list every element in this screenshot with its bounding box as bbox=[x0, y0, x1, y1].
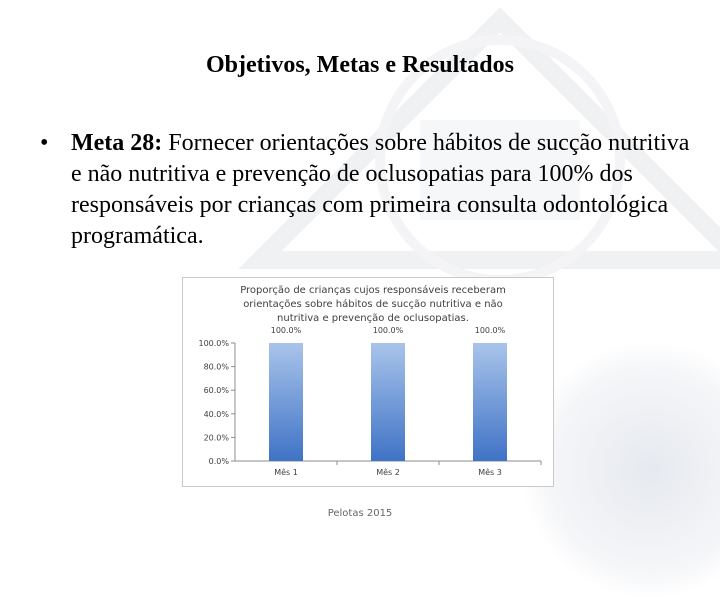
goal-bullet bbox=[40, 128, 700, 252]
y-tick-label: 40.0% bbox=[203, 409, 229, 419]
chart-title: Proporção de crianças cujos responsáveis receberam orientações sobre hábitos de sucção nutritiva e não nutritiva e prevenção de oclusopatias. bbox=[240, 285, 506, 324]
y-tick-label: 100.0% bbox=[198, 339, 229, 348]
x-tick-label: Mês 1 bbox=[274, 468, 298, 477]
data-label: 100.0% bbox=[474, 326, 506, 335]
y-tick-label: 20.0% bbox=[203, 433, 229, 443]
data-label: 100.0% bbox=[270, 326, 302, 335]
bullet-marker: • bbox=[40, 130, 49, 156]
goal-description: Fornecer orientações sobre hábitos de sucção nutritiva e não nutritiva e prevenção de oclusopatias para 100% dos responsáveis por crianças com primeira consulta odontológica programática. bbox=[71, 130, 690, 249]
x-tick-label: Mês 3 bbox=[478, 468, 502, 477]
y-tick-label: 80.0% bbox=[203, 362, 229, 372]
bar-3 bbox=[473, 343, 507, 461]
bullet-text bbox=[71, 128, 700, 252]
footer-text: Pelotas 2015 bbox=[327, 508, 393, 519]
bar-chart bbox=[182, 277, 554, 487]
bar-1 bbox=[269, 343, 303, 461]
x-tick-label: Mês 2 bbox=[376, 468, 400, 477]
data-label: 100.0% bbox=[372, 326, 404, 335]
y-tick-label: 0.0% bbox=[208, 457, 229, 466]
slide-title: Objetivos, Metas e Resultados bbox=[206, 52, 514, 78]
goal-label: Meta 28: bbox=[71, 130, 163, 156]
y-tick-label: 60.0% bbox=[203, 386, 229, 396]
bar-2 bbox=[371, 343, 405, 461]
